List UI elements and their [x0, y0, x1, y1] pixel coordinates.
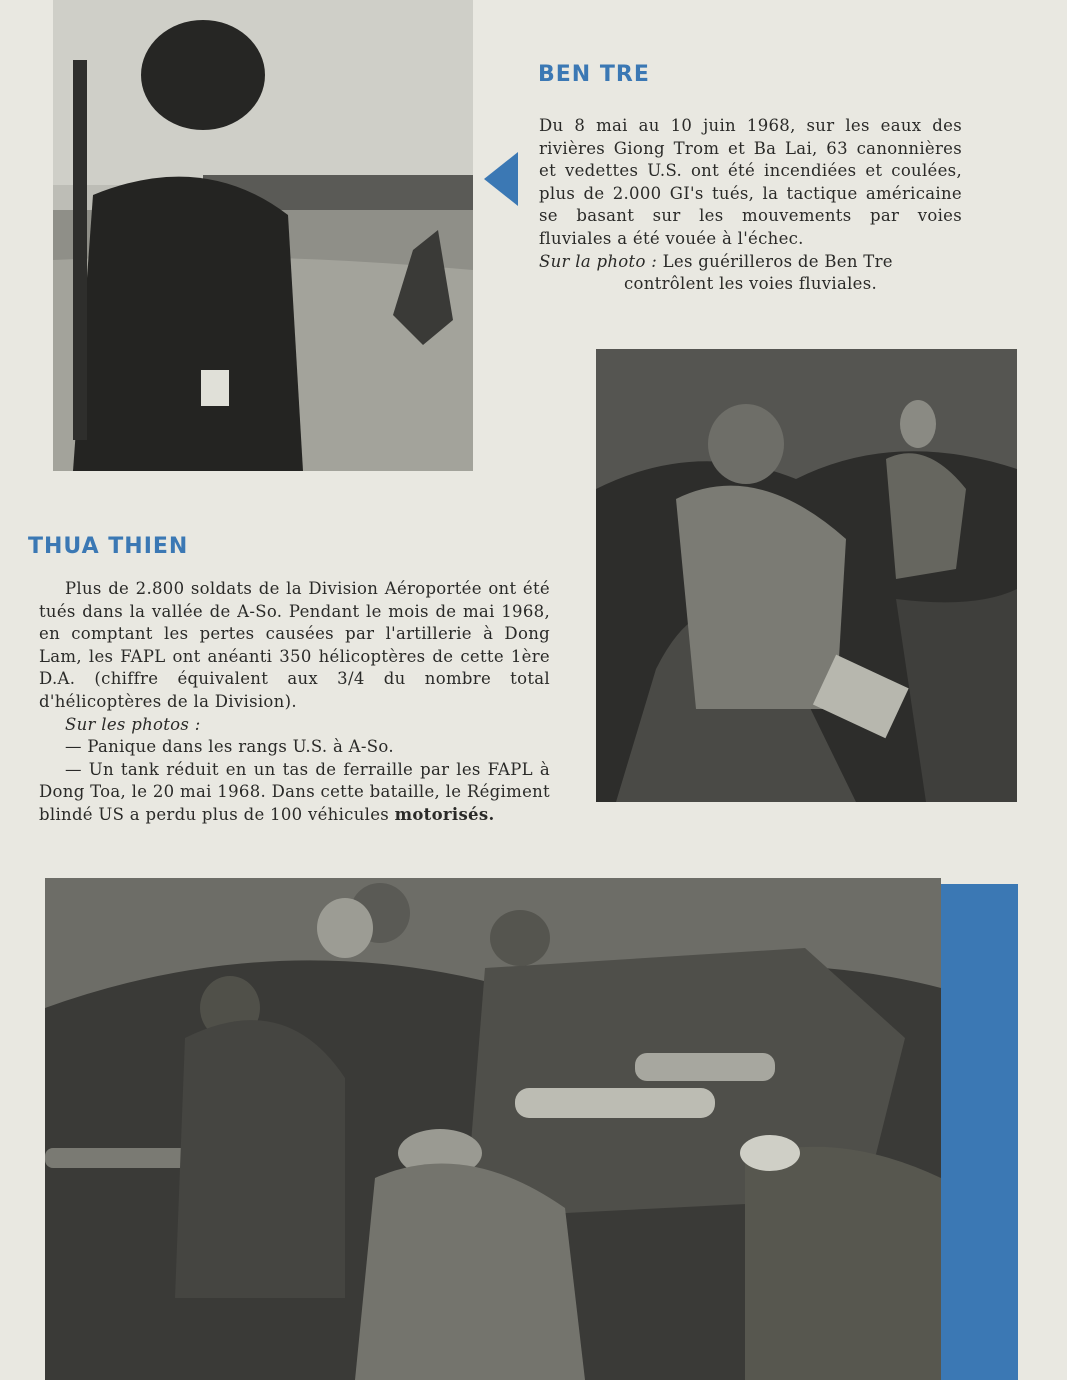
thua-thien-item-2-bold: motorisés. — [394, 804, 495, 824]
ben-tre-caption-line2: contrôlent les voies fluviales. — [623, 274, 878, 294]
triangle-left-icon — [484, 152, 518, 206]
thua-thien-item-1: — Panique dans les rangs U.S. à A-So. — [65, 737, 394, 757]
photo-a-so-soldiers — [596, 349, 1017, 802]
photo-dong-toa-image — [45, 878, 941, 1380]
thua-thien-paragraph: Plus de 2.800 soldats de la Division Aéroportée ont été tués dans la vallée de A-So. Pendant le mois de mai 1968, en comptant les pertes causées par l'artillerie à Dong Lam, les FAPL ont anéanti 350 hélicoptères de cette 1ère D.A. (chiffre équivalent aux 3/4 du nombre total d'hélicoptères de la Division). — [39, 579, 550, 711]
photo-a-so-image — [596, 349, 1017, 802]
ben-tre-text — [539, 115, 962, 296]
ben-tre-caption — [539, 251, 962, 274]
photo-ben-tre-guerrilla — [53, 0, 473, 471]
photo-dong-toa-tank — [45, 878, 941, 1380]
thua-thien-heading: THUA THIEN — [28, 534, 189, 559]
ben-tre-caption-line1: Les guérilleros de Ben Tre — [662, 251, 893, 271]
thua-thien-item-2-text: — Un tank réduit en un tas de ferraille par les FAPL à Dong Toa, le 20 mai 1968. Dans cette bataille, le Régiment blindé US a perdu plus de 100 véhicules — [39, 759, 550, 824]
photo-ben-tre-image — [53, 0, 473, 471]
thua-thien-item-2 — [39, 759, 550, 827]
thua-thien-caption-label: Sur les photos : — [65, 714, 201, 734]
ben-tre-caption-label: Sur la photo : — [539, 251, 658, 271]
ben-tre-paragraph: Du 8 mai au 10 juin 1968, sur les eaux des rivières Giong Trom et Ba Lai, 63 canonnières et vedettes U.S. ont été incendiées et coulées, plus de 2.000 GI's tués, la tactique américaine se basant sur les mouvements par voies fluviales a été vouée à l'échec. — [539, 116, 962, 248]
thua-thien-text — [39, 578, 550, 827]
ben-tre-heading: BEN TRE — [538, 62, 650, 87]
blue-bar-decoration — [941, 884, 1018, 1380]
